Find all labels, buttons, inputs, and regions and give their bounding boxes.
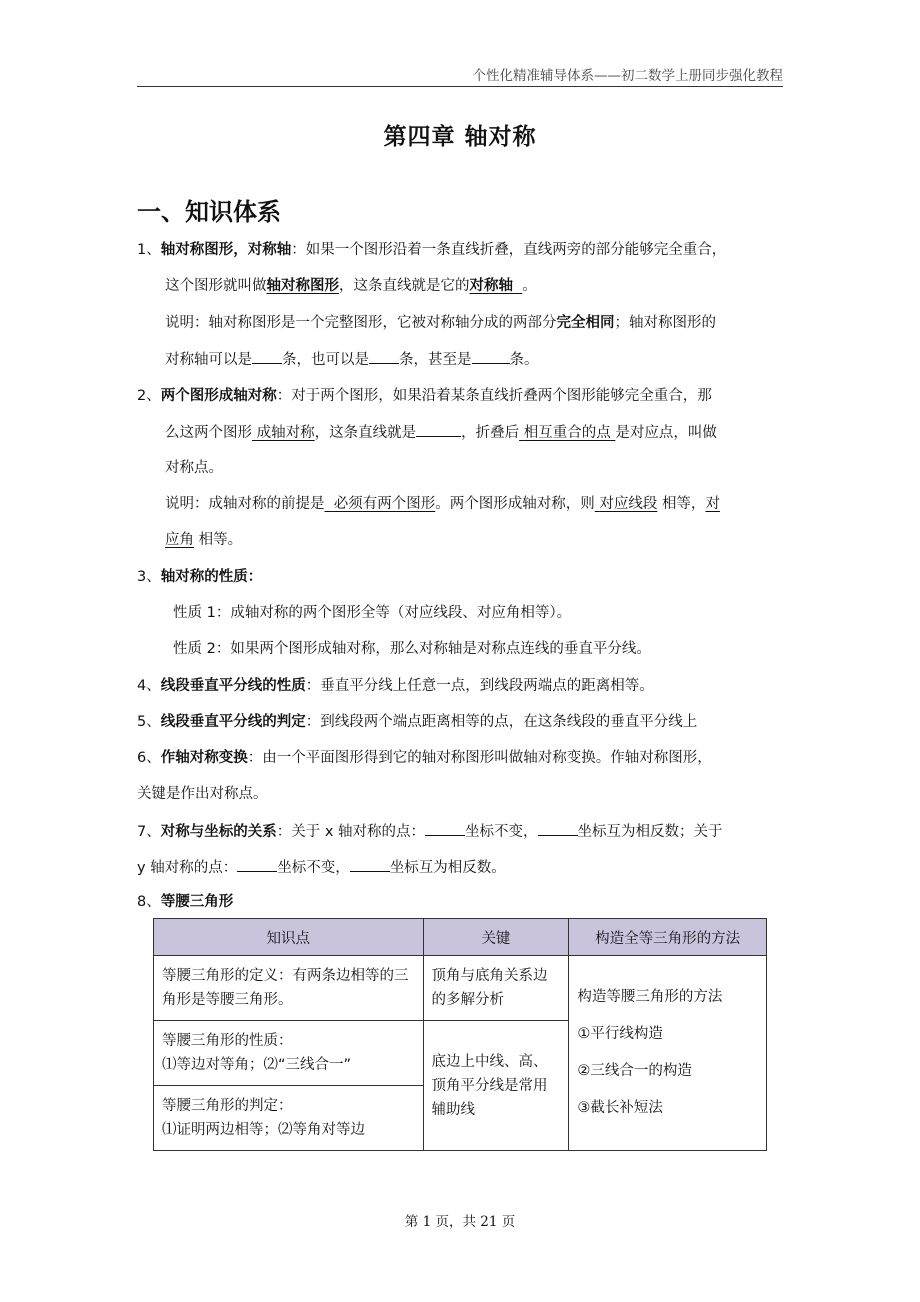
method-item: ③截长补短法 [577, 1100, 663, 1116]
blank [425, 821, 465, 836]
item-1-line-1: 1、轴对称图形，对称轴：如果一个图形沿着一条直线折叠，直线两旁的部分能够完全重合， [137, 242, 727, 258]
section-heading: 一、知识体系 [137, 198, 281, 226]
blank [369, 349, 399, 364]
table-cell: 等腰三角形的判定： ⑴证明两边相等；⑵等角对等边 [154, 1086, 424, 1151]
item-1-note-1: 说明：轴对称图形是一个完整图形，它被对称轴分成的两部分完全相同；轴对称图形的 [165, 315, 716, 331]
item-1-note-2: 对称轴可以是 条，也可以是 条，甚至是 条。 [165, 349, 539, 370]
table-header: 知识点 [154, 919, 424, 956]
chapter-title: 第四章 轴对称 [383, 124, 537, 150]
page-header [137, 64, 783, 87]
item-7-line-1: 7、对称与坐标的关系：关于 x 轴对称的点： 坐标不变， 坐标互为相反数；关于 [137, 821, 723, 842]
method-item: ①平行线构造 [577, 1026, 663, 1042]
item-5: 5、线段垂直平分线的判定：到线段两个端点距离相等的点，在这条线段的垂直平分线上 [137, 714, 698, 730]
blank [538, 821, 578, 836]
item-2-line-2: 么这两个图形 成轴对称，这条直线就是 ，折叠后 相互重合的点 是对应点，叫做 [165, 422, 717, 443]
blank [472, 349, 510, 364]
item-2-note-1: 说明：成轴对称的前提是 必须有两个图形。两个图形成轴对称，则 对应线段 相等，对 [165, 496, 720, 512]
item-2-line-3: 对称点。 [165, 460, 223, 476]
blank [237, 857, 277, 872]
method-title: 构造等腰三角形的方法 [577, 989, 723, 1005]
table-cell: 顶角与底角关系边的多解分析 [423, 956, 569, 1021]
item-2-note-2: 应角 相等。 [165, 532, 243, 548]
page-footer: 第 1 页，共 21 页 [404, 1214, 516, 1230]
item-6-line-2: 关键是作出对称点。 [137, 786, 268, 802]
item-7-line-2: y 轴对称的点： 坐标不变， 坐标互为相反数。 [137, 857, 506, 878]
table-cell: 等腰三角形的性质： ⑴等边对等角；⑵“三线合一” [154, 1021, 424, 1086]
blank [416, 422, 461, 437]
blank [252, 349, 282, 364]
isosceles-table [153, 918, 767, 1151]
method-cell [569, 956, 767, 1151]
item-2-line-1: 2、两个图形成轴对称：对于两个图形，如果沿着某条直线折叠两个图形能够完全重合，那 [137, 388, 712, 404]
method-item: ②三线合一的构造 [577, 1063, 692, 1079]
item-1-line-2: 这个图形就叫做轴对称图形，这条直线就是它的对称轴 。 [165, 278, 537, 294]
item-8-heading: 8、等腰三角形 [137, 894, 234, 910]
blank [350, 857, 390, 872]
table-header: 构造全等三角形的方法 [569, 919, 767, 956]
item-3-property-2: 性质 2：如果两个图形成轴对称，那么对称轴是对称点连线的垂直平分线。 [173, 641, 651, 657]
item-3-heading: 3、轴对称的性质： [137, 569, 263, 585]
header-text: 个性化精准辅导体系——初二数学上册同步强化教程 [472, 68, 783, 84]
item-4: 4、线段垂直平分线的性质：垂直平分线上任意一点，到线段两端点的距离相等。 [137, 678, 654, 694]
item-3-property-1: 性质 1：成轴对称的两个图形全等（对应线段、对应角相等）。 [173, 605, 572, 621]
table-cell: 底边上中线、高、顶角平分线是常用辅助线 [423, 1021, 569, 1151]
table-cell: 等腰三角形的定义：有两条边相等的三角形是等腰三角形。 [154, 956, 424, 1021]
table-row [154, 956, 767, 1021]
table-header-row [154, 919, 767, 956]
table-header: 关键 [423, 919, 569, 956]
item-6-line-1: 6、作轴对称变换：由一个平面图形得到它的轴对称图形叫做轴对称变换。作轴对称图形， [137, 750, 712, 766]
